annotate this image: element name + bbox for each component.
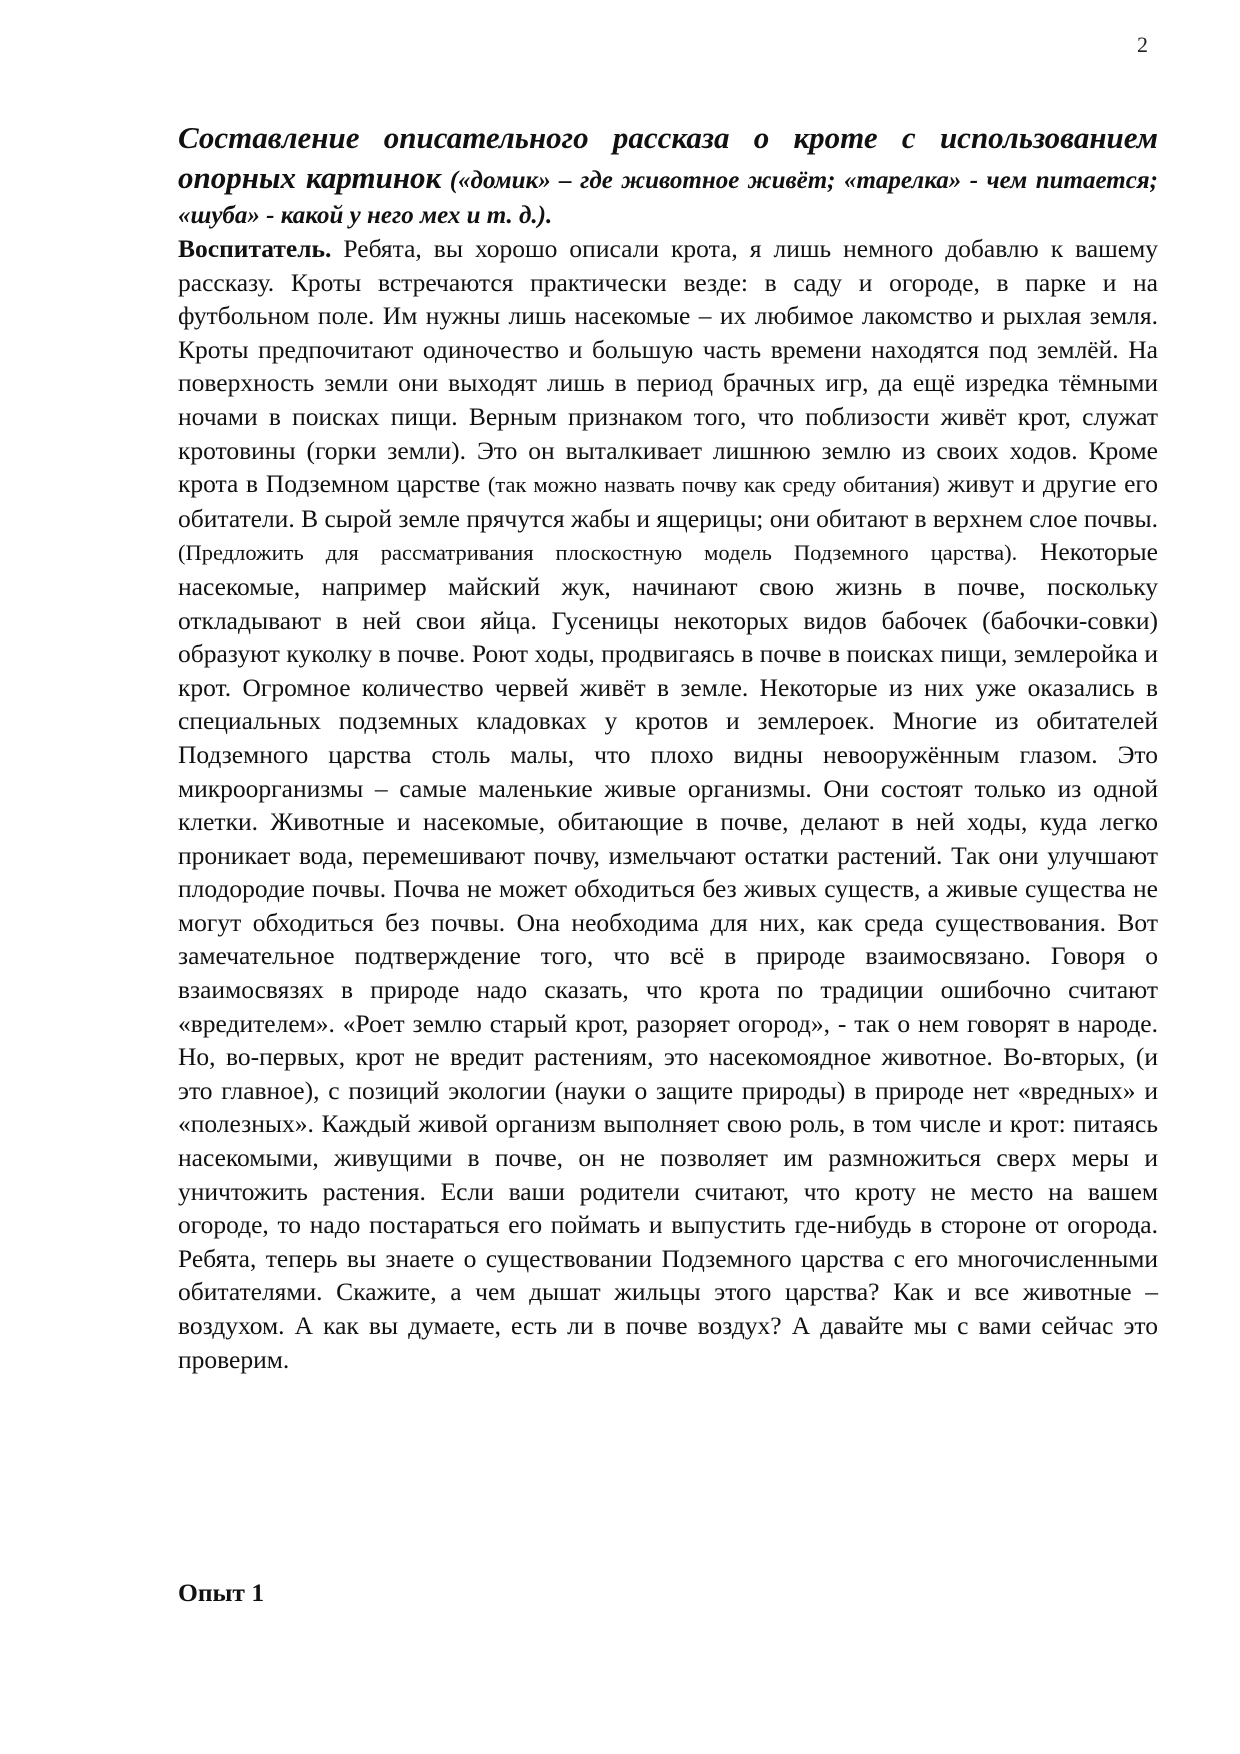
body-text-2: живут и другие его обитатели. В сырой земле прячутся жабы и ящерицы; они обитают в верхнем слое почвы. [178, 469, 1159, 533]
body-note-1: (так можно назвать почву как среду обитания) [487, 472, 940, 498]
speaker-label: Воспитатель. [178, 234, 332, 263]
heading-details: («домик» – где животное живёт; «тарелка» - чем питается; «шуба» - какой у него мех и т. д.). [178, 167, 1158, 229]
page-number: 2 [1137, 32, 1148, 57]
body-note-2: (Предложить для рассматривания плоскостную модель Подземного царства). [178, 540, 1018, 566]
experiment-title: Опыт 1 [178, 1578, 265, 1607]
section-heading [178, 118, 1158, 232]
body-text-3: Некоторые насекомые, например майский жук, начинают свою жизнь в почве, поскольку откладывают в ней свои яйца. Гусеницы некоторых видов бабочек (бабочки-совки) образуют куколку в почве. Роют ходы, продвигаясь в почве в поисках пищи, землеройка и крот. Огромное количество червей живёт в земле. Некоторые из них уже оказались в специальных подземных кладовках у кротов и землероек. Многие из обитателей Подземного царства столь малы, что плохо видны невооружённым глазом. Это микроорганизмы – самые маленькие живые организмы. Они состоят только из одной клетки. Животные и насекомые, обитающие в почве, делают в ней ходы, куда легко проникает вода, перемешивают почву, измельчают остатки растений. Так они улучшают плодородие почвы. Почва не может обходиться без живых существ, а живые существа не могут обходиться без почвы. Она необходима для них, как среда существования. Вот замечательное подтверждение того, что всё в природе взаимосвязано. Говоря о взаимосвязях в природе надо сказать, что крота по традиции ошибочно считают «вредителем». «Роет землю старый крот, разоряет огород», - так о нем говорят в народе. Но, во-первых, крот не вредит растениям, это насекомоядное животное. Во-вторых, (и это главное), с позиций экологии (науки о защите природы) в природе нет «вредных» и «полезных». Каждый живой организм выполняет свою роль, в том числе и крот: питаясь насекомыми, живущими в почве, он не позволяет им размножиться сверх меры и уничтожить растения. Если ваши родители считают, что кроту не место на вашем огороде, то надо постараться его поймать и выпустить где-нибудь в стороне от огорода. Ребята, теперь вы знаете о существовании Подземного царства с его многочисленными обитателями. Скажите, а чем дышат жильцы этого царства? Как и все животные – воздухом. А как вы думаете, есть ли в почве воздух? А давайте мы с вами сейчас это проверим. [178, 537, 1158, 1374]
heading-main: Составление описательного рассказа о кроте с использованием опорных картинок [178, 120, 1158, 195]
document-content [178, 118, 1158, 1376]
body-text-1: Ребята, вы хорошо описали крота, я лишь немного добавлю к вашему рассказу. Кроты встречаются практически везде: в саду и огороде, в парке и на футбольном поле. Им нужны лишь насекомые – их любимое лакомство и рыхлая земля. Кроты предпочитают одиночество и большую часть времени находятся под землёй. На поверхность земли они выходят лишь в период брачных игр, да ещё изредка тёмными ночами в поисках пищи. Верным признаком того, что поблизости живёт крот, служат кротовины (горки земли). Это он выталкивает лишнюю землю из своих ходов. Кроме крота в Подземном царстве [178, 234, 1158, 499]
body-paragraph [178, 232, 1158, 1376]
